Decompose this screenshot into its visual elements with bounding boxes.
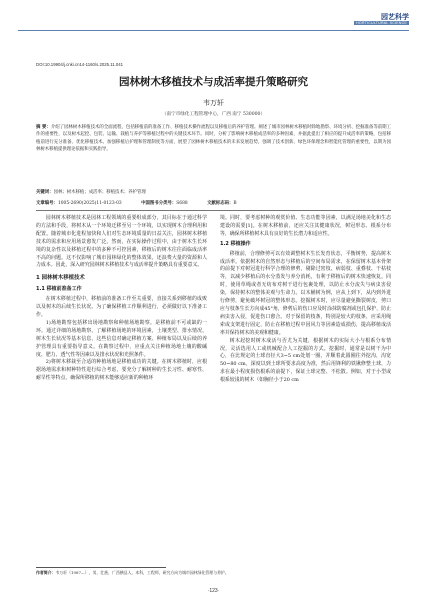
article-number: 文章编号：1005-2690(2025)11-0123-03 [36,201,122,206]
paper-title: 园林树木移植技术与成活率提升策略研究 [119,76,308,88]
paragraph-1-2-a: 移植前，合理修剪可以有效调整树木生长发育状态，平衡树势，提高树木成活率。依据树木的自然形态与移植后的空间布局需求，在保留树木基本骨架的前提下对树冠进行科学合理的修剪，剔除过密枝、病弱枝、重叠枝、干枯枝等，以减少移植后的水分蒸发与养分消耗，有利于移植后的树木快速恢复。同时，使用草绳或者无纺布对树干进行包裹处理，以防止水分流失与病虫害侵染，保持树木的整体美观与生命力。以木桶树为例，应从上到下，从内到外进行修剪，避免破坏树冠的整体形态。挖掘树木时，应尽量避免撕裂树皮，剪口应与枝条生长方向成45°角，修剪后的伤口应及时涂抹防腐剂或包扎保护，防止病虫害入侵，促进伤口愈合。对于保留的枝条，特别是较大的枝条，应采用绳索或支架进行固定，防止在移植过程中因风力等因素造成损伤，提高移植成活率并保持树木的美观和健康。 [220,250,391,336]
journal-name: 园艺科学 [381,13,409,21]
keywords [36,189,391,196]
journal-name-english: HORTICULTURAL SCIENCE [356,21,407,25]
abstract-text: 介绍了园林树木移植技术的全面流程，包括移植前的准备工作、移植技术操作流程以及移植后的养护管理。阐述了城市园林树木移植时除地勘察、环境分析、挖掘准备等前期工作的重要性，以及树木起挖、包装、运输、栽植与养护等移植过程中的关键技术环节。同时，分析了影响树木移植成活率的多种因素，并据此提出了相应的提升成活率的策略，包括移植前进行充分准备、优化移植技术、加强移植后护理和管理制度等方面，展望了园林树木移植技术的未来发展趋势，强调了技术创新、绿色环保理念和智能化管理的重要性，以期为园林树木移植提供理论依据和实践指导。 [36,125,391,152]
clc-number: 中国图书分类号：S688 [141,201,188,206]
author: 韦万轩 [203,99,224,107]
affiliation: （南宁市绿化工程管理中心，广西 南宁 530000） [161,112,266,117]
left-column [36,215,207,383]
document-code: 文献标志码：B [207,201,237,206]
keywords-label: 关键词： [36,190,54,195]
keywords-text: 园林；树木移植；成活率；移植技术；养护管理 [53,190,146,195]
footnote-rule [36,567,166,568]
section-heading-1: 1 园林树木移植技术 [36,275,85,282]
right-column [220,215,391,385]
footnote-label: 作者简介： [36,570,56,575]
section-heading-1-2: 1.2 移植操作 [220,240,251,247]
footnote-text: 韦万轩（1987—），男，壮族，广西横县人，本科，工程师，研究方向为城市园林绿化管理与养护。 [55,570,229,575]
paragraph-1-1: 在树木移植过程中，移植前的准备工作至关重要，直接关系到移植的成败以及树木的后续生长状况。为了确保移植工作顺利进行，必须做好以下准备工作。 [36,296,207,318]
section-heading-1-1: 1.1 移植前准备工作 [36,286,82,293]
doi: DOI:10.19904/j.cnki.cn14-1160/s.2025.11.041 [36,62,124,67]
article-meta [36,200,391,206]
intro-paragraph: 园林树木移植技术是园林工程领域的重要组成部分，其目标在于通过科学的方法和手段，将树木从一个环境迁移至另一个环境，以实现树木合理利用和配置。随着城市化进程加快和人们对生态环境质量的日益关注，园林树木移植技术的需求和应用场景愈发广泛。然而，在实际操作过程中，由于树木生长环境的复杂性以及移植过程中的多种不可控因素，移植后的树木往往面临成活率不高的问题。这不仅影响了城市园林绿化的整体效果，还浪费大量的资源和人力成本。因此，深入研究园林树木移植技术与成活率提升策略具有重要意义。 [36,215,207,269]
header-rule [18,30,409,31]
paragraph-continued: 境。同时，要考虑树种的观赏价值、生态功能等因素，以满足场地美化和生态建设的需要[1]。在树木移植前，还应关注其健康状况，树冠形态、根系分布等，确保所移植树木具有良好的生长潜力和适应性。 [220,215,391,237]
paragraph-1-1-b: 2)将树木移栽至合适的种植场地是移植成功的关键。在树木移植时，应根据场地需求和树种特性进行综合考虑，要充分了解树种的生长习性、耐寒性、耐旱性等特点，确保所移植的树木能够适应新的种植环 [36,359,207,382]
page-number: ·123· [207,588,220,594]
paragraph-1-1-a: 1)场地勘察包括移出场地勘察和种植场地勘察。是移植前不可或缺的一环。通过详细的场地勘察，了解移植场地的环境因素，土壤类型、排水情况、树木生长状况等基本信息，这些信息对确定移植方案、种植布局以及后续的养护管理具有重要指导意义。在勘察过程中，应重点关注种植场地土壤的酸碱度、肥力、透气性等因素以及排水状况和光照条件。 [36,319,207,358]
meta-divider [36,210,391,211]
abstract [36,124,391,153]
abstract-label: 摘 要： [36,125,51,130]
author-footnote [36,570,391,575]
paragraph-1-2-b: 树木起挖时树木成活与否尤为关键，根据树木的实际大小与根系分布情况，灵活选用人工或机械配合人工挖掘的方式。挖掘时，通常是以树干为中心，在比规定的土球直径大3~5 cm处划一圈，并顺着此圆圈往外挖沟，沟宽50~80 cm，深度以到土球所要求高度为准，然后用锋利的铁锹修整土球，力求在最小程度损伤根系的前提下，保证土球完整、不松散。例如，对于小型或根系较浅的树木（如胸径小于20 cm [220,337,391,384]
